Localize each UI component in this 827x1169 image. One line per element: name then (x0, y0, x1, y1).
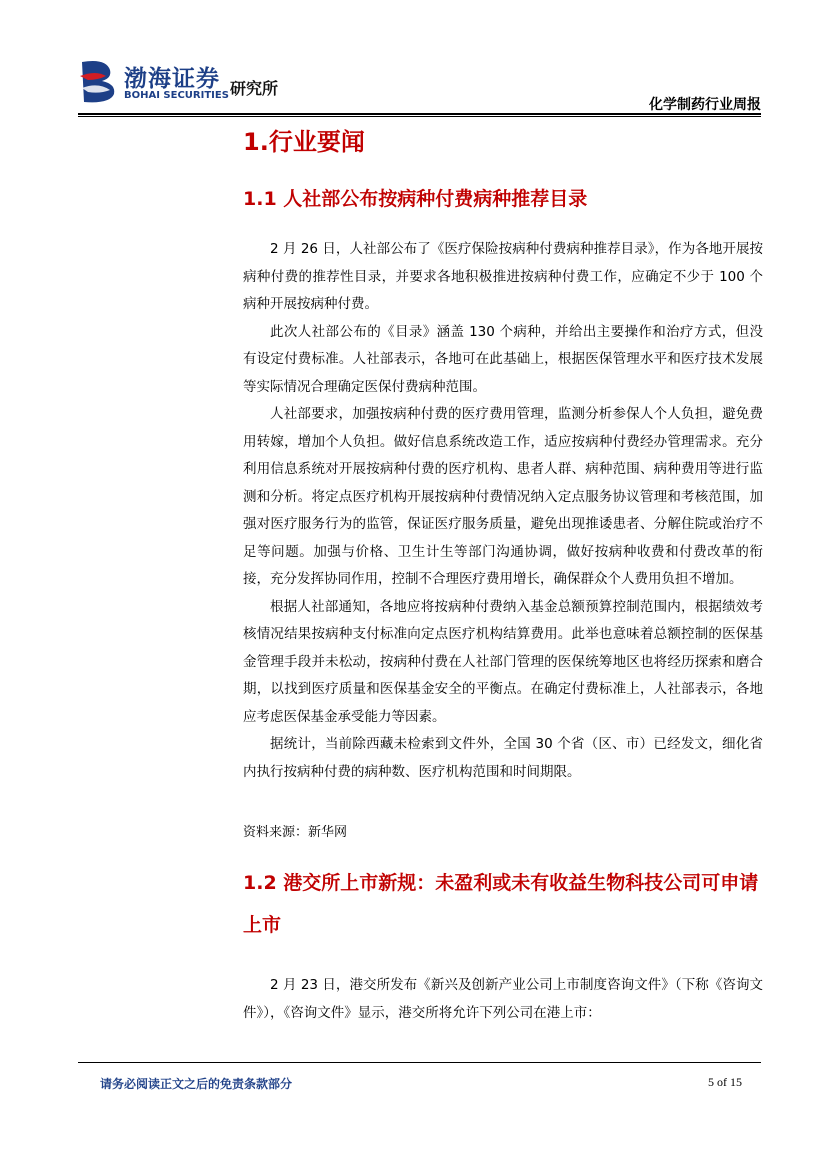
section-1-2-body (243, 972, 763, 1027)
paragraph: 据统计，当前除西藏未检索到文件外，全国 30 个省（区、市）已经发文，细化省内执行按病种付费的病种数、医疗机构范围和时间期限。 (243, 736, 763, 780)
paragraph: 人社部要求，加强按病种付费的医疗费用管理，监测分析参保人个人负担，避免费用转嫁，增加个人负担。做好信息系统改造工作，适应按病种付费经办管理需求。充分利用信息系统对开展按病种付费的医疗机构、患者人群、病种范围、病种费用等进行监测和分析。将定点医疗机构开展按病种付费情况纳入定点服务协议管理和考核范围，加强对医疗服务行为的监管，保证医疗服务质量，避免出现推诿患者、分解住院或治疗不足等问题。加强与价格、卫生计生等部门沟通协调，做好按病种收费和付费改革的衔接，充分发挥协同作用，控制不合理医疗费用增长，确保群众个人费用负担不增加。 (243, 406, 763, 587)
paragraph: 2 月 23 日，港交所发布《新兴及创新产业公司上市制度咨询文件》（下称《咨询文件》），《咨询文件》显示，港交所将允许下列公司在港上市： (243, 977, 763, 1021)
header-divider (78, 113, 761, 115)
page-number: 5 of 15 (708, 1075, 742, 1089)
paragraph: 根据人社部通知，各地应将按病种付费纳入基金总额预算控制范围内，根据绩效考核情况结果按病种支付标准向定点医疗机构结算费用。此举也意味着总额控制的医保基金管理手段并未松动，按病种付费在人社部门管理的医保统筹地区也将经历探索和磨合期，以找到医疗质量和医保基金安全的平衡点。在确定付费标准上，人社部表示，各地应考虑医保基金承受能力等因素。 (243, 598, 763, 725)
bohai-logo-icon (76, 58, 120, 104)
heading-1-1: 1.1 人社部公布按病种付费病种推荐目录 (243, 188, 588, 210)
brand-name-cn: 渤海证券 (124, 66, 220, 92)
company-logo (76, 58, 296, 108)
section-title: 1.行业要闻 (243, 128, 365, 156)
report-type: 化学制药行业周报 (649, 97, 761, 113)
institute-label: 研究所 (230, 79, 279, 98)
paragraph: 2 月 26 日，人社部公布了《医疗保险按病种付费病种推荐目录》，作为各地开展按病种付费的推荐性目录，并要求各地积极推进按病种付费工作，应确定不少于 100 个病种开展按病种付费。 (243, 241, 763, 312)
footer-divider (78, 1062, 761, 1063)
heading-1-2: 1.2 港交所上市新规：未盈利或未有收益生物科技公司可申请上市 (243, 872, 759, 936)
footer-disclaimer: 请务必阅读正文之后的免责条款部分 (100, 1077, 293, 1091)
brand-name-en: BOHAI SECURITIES (124, 90, 229, 101)
source-note: 资料来源：新华网 (243, 825, 348, 840)
paragraph: 此次人社部公布的《目录》涵盖 130 个病种，并给出主要操作和治疗方式，但没有设定付费标准。人社部表示，各地可在此基础上，根据医保管理水平和医疗技术发展等实际情况合理确定医保付费病种范围。 (243, 323, 763, 395)
header-divider-thin (78, 116, 761, 117)
section-1-1-body (243, 236, 763, 786)
